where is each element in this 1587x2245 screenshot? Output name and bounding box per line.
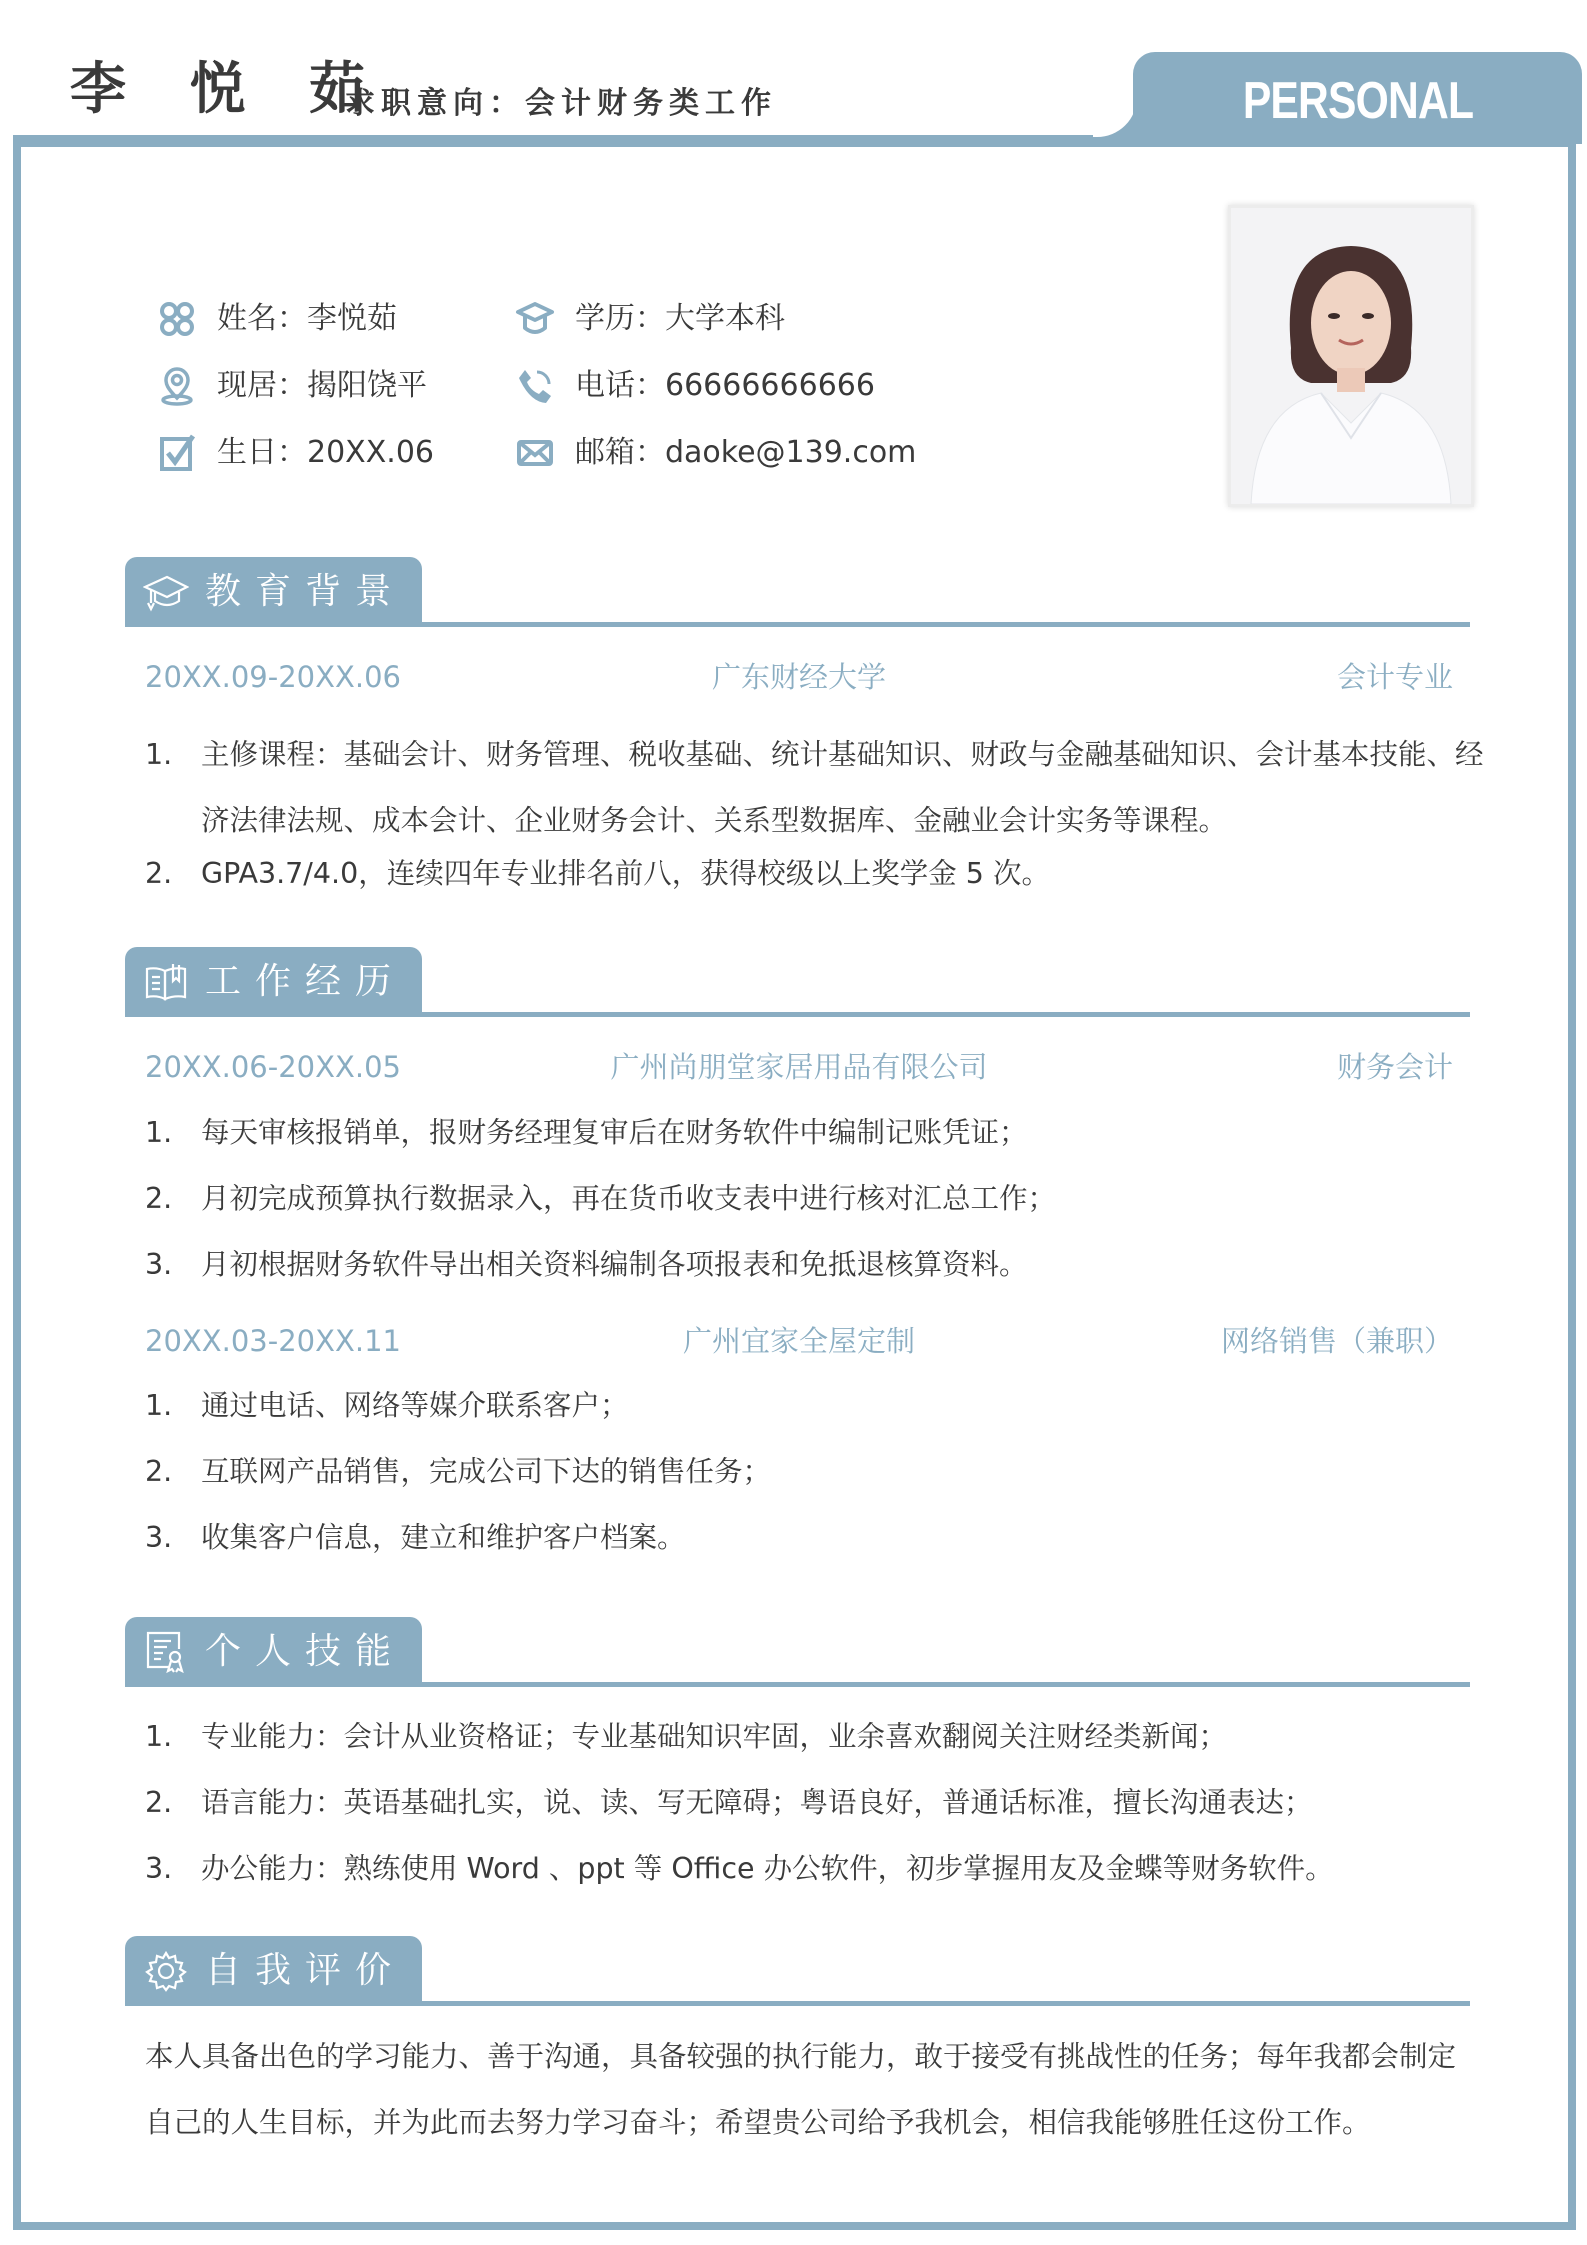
section-work-title: 工作经历: [205, 961, 406, 1002]
list-item: [145, 1386, 1461, 1426]
portrait-photo: [1228, 205, 1474, 507]
list-item: [145, 1783, 1461, 1823]
open-book-icon: [143, 959, 189, 1005]
candidate-name: 李 悦 茹: [70, 57, 387, 122]
section-skills-header: [125, 1617, 1470, 1687]
profile-email: [513, 431, 916, 475]
job-intent: 求职意向：会计财务类工作: [345, 86, 777, 121]
item-number: 3.: [145, 1248, 173, 1281]
entry-role: 网络销售（兼职）: [1220, 1324, 1453, 1358]
list-item: [145, 1518, 1461, 1558]
list-item: [145, 1179, 1461, 1219]
section-work-tab: [125, 947, 422, 1017]
section-divider: [125, 622, 1470, 627]
profile-name-text: 姓名：李悦茹: [217, 301, 397, 336]
section-work-header: [125, 947, 1470, 1017]
certificate-icon: [143, 1629, 189, 1675]
self-evaluation-text: 本人具备出色的学习能力、善于沟通，具备较强的执行能力，敢于接受有挑战性的任务；每年我都会制定自己的人生目标，并为此而去努力学习奋斗；希望贵公司给予我机会，相信我能够胜任这份工作。: [145, 2040, 1457, 2139]
envelope-icon: [513, 431, 557, 475]
item-number: 1.: [145, 738, 173, 771]
item-number: 1.: [145, 1720, 173, 1753]
item-number: 1.: [145, 1389, 173, 1422]
entry-organization: 广州尚朋堂家居用品有限公司: [610, 1050, 988, 1084]
item-text: 月初根据财务软件导出相关资料编制各项报表和免抵退核算资料。: [201, 1248, 1028, 1281]
profile-phone-text: 电话：66666666666: [575, 368, 875, 403]
item-text: 语言能力：英语基础扎实，说、读、写无障碍；粤语良好，普通话标准，擅长沟通表达；: [201, 1786, 1313, 1819]
entry-date: 20XX.06-20XX.05: [145, 1050, 401, 1084]
section-self-eval-tab: [125, 1936, 422, 2006]
item-number: 2.: [145, 1455, 173, 1488]
item-text: 月初完成预算执行数据录入，再在货币收支表中进行核对汇总工作；: [201, 1182, 1057, 1215]
list-item: [145, 1717, 1461, 1757]
profile-education-text: 学历：大学本科: [575, 301, 785, 336]
profile-email-text: 邮箱：daoke@139.com: [575, 435, 917, 470]
portrait-illustration: [1231, 208, 1471, 504]
item-text: 主修课程：基础会计、财务管理、税收基础、统计基础知识、财政与金融基础知识、会计基本技能、经济法律法规、成本会计、企业财务会计、关系型数据库、金融业会计实务等课程。: [201, 738, 1484, 837]
item-number: 3.: [145, 1852, 173, 1885]
item-number: 2.: [145, 1786, 173, 1819]
section-self-eval-title: 自我评价: [205, 1950, 406, 1991]
item-text: 通过电话、网络等媒介联系客户；: [201, 1389, 629, 1422]
section-education-title: 教育背景: [205, 571, 406, 612]
profile-birthday-text: 生日：20XX.06: [217, 435, 434, 470]
graduation-cap-icon: [513, 297, 557, 341]
location-pin-icon: [155, 364, 199, 408]
list-item: [145, 1452, 1461, 1492]
section-skills-tab: [125, 1617, 422, 1687]
phone-icon: [513, 364, 557, 408]
list-item: [145, 1245, 1461, 1285]
section-education-tab: [125, 557, 422, 627]
banner-title: PERSONAL RESUME: [1242, 72, 1474, 200]
item-text: 每天审核报销单，报财务经理复审后在财务软件中编制记账凭证；: [201, 1116, 1028, 1149]
education-entry-meta: [145, 657, 1453, 697]
section-divider: [125, 1682, 1470, 1687]
gear-icon: [143, 1948, 189, 1994]
item-text: 办公能力：熟练使用 Word 、ppt 等 Office 办公软件，初步掌握用友及金蝶等财务软件。: [201, 1852, 1334, 1885]
list-item: [145, 1849, 1461, 1889]
list-item: [145, 1113, 1461, 1153]
item-number: 1.: [145, 1116, 173, 1149]
section-education-header: [125, 557, 1470, 627]
graduation-cap-icon: [143, 569, 189, 615]
item-text: GPA3.7/4.0，连续四年专业排名前八，获得校级以上奖学金 5 次。: [201, 857, 1050, 890]
section-skills-title: 个人技能: [205, 1631, 406, 1672]
entry-date: 20XX.03-20XX.11: [145, 1324, 401, 1358]
entry-date: 20XX.09-20XX.06: [145, 660, 401, 694]
item-number: 2.: [145, 857, 173, 890]
profile-name: [155, 297, 397, 341]
list-item: [145, 854, 1461, 894]
section-self-eval-header: [125, 1936, 1470, 2006]
item-text: 专业能力：会计从业资格证；专业基础知识牢固，业余喜欢翻阅关注财经类新闻；: [201, 1720, 1228, 1753]
checkbox-icon: [155, 431, 199, 475]
section-divider: [125, 2001, 1470, 2006]
entry-role: 会计专业: [1336, 660, 1453, 694]
list-item: [145, 722, 1511, 854]
item-text: 互联网产品销售，完成公司下达的销售任务；: [201, 1455, 772, 1488]
profile-birthday: [155, 431, 434, 475]
entry-organization: 广东财经大学: [711, 660, 886, 694]
work-entry-meta: [145, 1047, 1453, 1087]
banner-tab-curve: [1093, 95, 1137, 137]
profile-residence: [155, 364, 427, 408]
profile-education: [513, 297, 785, 341]
clover-icon: [155, 297, 199, 341]
item-number: 3.: [145, 1521, 173, 1554]
work-entry-meta: [145, 1321, 1453, 1361]
item-number: 2.: [145, 1182, 173, 1215]
profile-phone: [513, 364, 875, 408]
section-divider: [125, 1012, 1470, 1017]
entry-role: 财务会计: [1336, 1050, 1453, 1084]
entry-organization: 广州宜家全屋定制: [682, 1324, 915, 1358]
profile-residence-text: 现居：揭阳饶平: [217, 368, 427, 403]
item-text: 收集客户信息，建立和维护客户档案。: [201, 1521, 686, 1554]
